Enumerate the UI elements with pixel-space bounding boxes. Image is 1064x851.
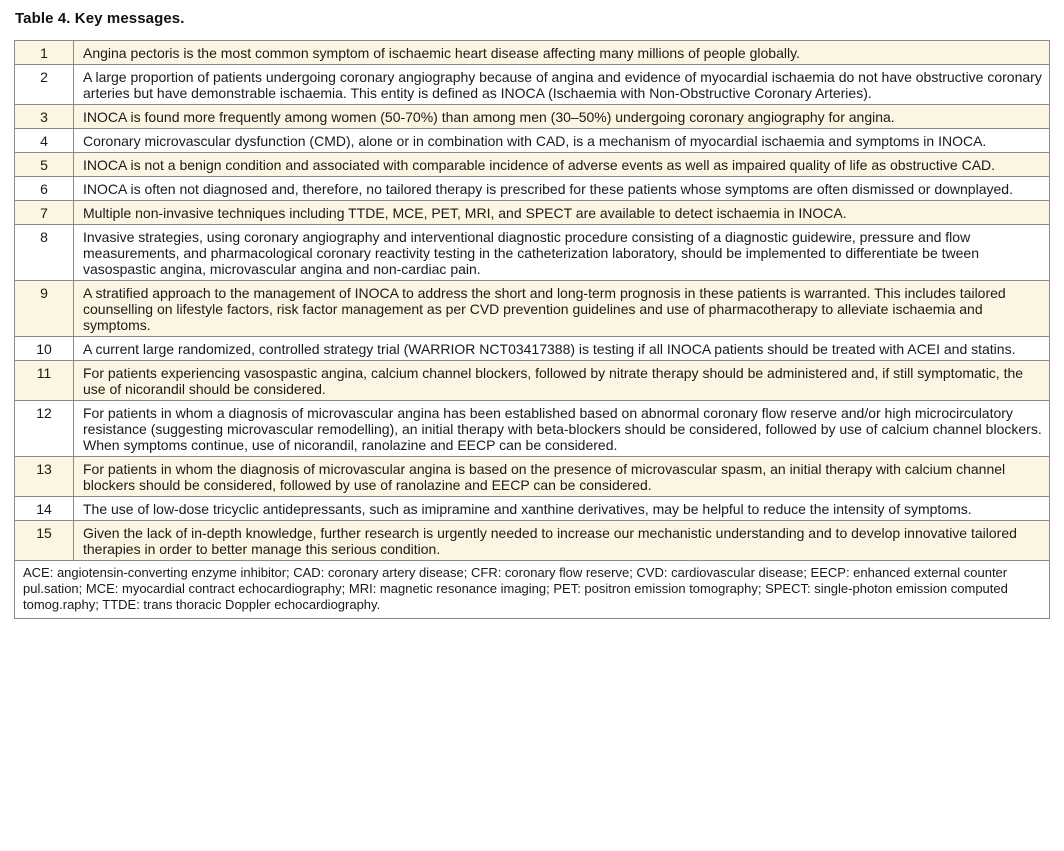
row-number: 10 (15, 337, 74, 361)
table-row (15, 153, 1050, 177)
table-row (15, 41, 1050, 65)
row-number: 3 (15, 105, 74, 129)
row-number: 14 (15, 497, 74, 521)
row-number: 6 (15, 177, 74, 201)
table-row (15, 225, 1050, 281)
row-message: INOCA is found more frequently among women (50-70%) than among men (30–50%) undergoing coronary angiography for angina. (74, 105, 1050, 129)
table-row (15, 201, 1050, 225)
row-number: 1 (15, 41, 74, 65)
table-row (15, 361, 1050, 401)
row-message: INOCA is often not diagnosed and, therefore, no tailored therapy is prescribed for these patients whose symptoms are often dismissed or downplayed. (74, 177, 1050, 201)
row-message: A large proportion of patients undergoing coronary angiography because of angina and evidence of myocardial ischaemia do not have obstructive coronary arteries but have demonstrable ischaemia. This entity is defined as INOCA (Ischaemia with Non-Obstructive Coronary Arteries). (74, 65, 1050, 105)
table-row (15, 177, 1050, 201)
table-row (15, 401, 1050, 457)
abbreviations-footnote: ACE: angiotensin-converting enzyme inhibitor; CAD: coronary artery disease; CFR: coronary flow reserve; CVD: cardiovascular disease; EECP: enhanced external counter pul.sation; MCE: myocardial contract echocardiography; MRI: magnetic resonance imaging; PET: positron emission tomography; SPECT: single-photon emission computed tomog.raphy; TTDE: trans thoracic Doppler echocardiography. (15, 561, 1050, 619)
table-row (15, 65, 1050, 105)
row-message: For patients in whom the diagnosis of microvascular angina is based on the presence of microvascular spasm, an initial therapy with calcium channel blockers should be considered, followed by use of ranolazine and EECP can be considered. (74, 457, 1050, 497)
key-messages-table (14, 40, 1050, 619)
row-number: 2 (15, 65, 74, 105)
table-row (15, 281, 1050, 337)
row-message: Coronary microvascular dysfunction (CMD), alone or in combination with CAD, is a mechanism of myocardial ischaemia and symptoms in INOCA. (74, 129, 1050, 153)
row-number: 13 (15, 457, 74, 497)
row-message: Multiple non-invasive techniques including TTDE, MCE, PET, MRI, and SPECT are available to detect ischaemia in INOCA. (74, 201, 1050, 225)
table-row (15, 497, 1050, 521)
row-message: Given the lack of in-depth knowledge, further research is urgently needed to increase our mechanistic understanding and to develop innovative tailored therapies in order to better manage this serious condition. (74, 521, 1050, 561)
row-number: 9 (15, 281, 74, 337)
row-number: 5 (15, 153, 74, 177)
row-message: Angina pectoris is the most common symptom of ischaemic heart disease affecting many millions of people globally. (74, 41, 1050, 65)
row-number: 4 (15, 129, 74, 153)
table-row (15, 457, 1050, 497)
row-number: 8 (15, 225, 74, 281)
footnote-row (15, 561, 1050, 619)
row-number: 15 (15, 521, 74, 561)
row-message: The use of low-dose tricyclic antidepressants, such as imipramine and xanthine derivatives, may be helpful to reduce the intensity of symptoms. (74, 497, 1050, 521)
row-message: A current large randomized, controlled strategy trial (WARRIOR NCT03417388) is testing if all INOCA patients should be treated with ACEI and statins. (74, 337, 1050, 361)
table-row (15, 521, 1050, 561)
row-message: For patients in whom a diagnosis of microvascular angina has been established based on abnormal coronary flow reserve and/or high microcirculatory resistance (suggesting microvascular remodelling), an initial therapy with beta-blockers should be considered, followed by use of calcium channel blockers. When symptoms continue, use of nicorandil, ranolazine and EECP can be considered. (74, 401, 1050, 457)
table-row (15, 105, 1050, 129)
table-caption: Table 4. Key messages. (15, 10, 185, 27)
row-number: 12 (15, 401, 74, 457)
row-message: For patients experiencing vasospastic angina, calcium channel blockers, followed by nitrate therapy should be administered and, if still symptomatic, the use of nicorandil should be considered. (74, 361, 1050, 401)
table-row (15, 129, 1050, 153)
table-row (15, 337, 1050, 361)
row-message: Invasive strategies, using coronary angiography and interventional diagnostic procedure consisting of a diagnostic guidewire, pressure and flow measurements, and pharmacological coronary reactivity testing in the catheterization laboratory, should be implemented to differentiate be tween vasospastic angina, microvascular angina and non-cardiac pain. (74, 225, 1050, 281)
row-message: A stratified approach to the management of INOCA to address the short and long-term prognosis in these patients is warranted. This includes tailored counselling on lifestyle factors, risk factor management as per CVD prevention guidelines and use of pharmacotherapy to alleviate ischaemia and symptoms. (74, 281, 1050, 337)
row-number: 7 (15, 201, 74, 225)
row-message: INOCA is not a benign condition and associated with comparable incidence of adverse events as well as impaired quality of life as obstructive CAD. (74, 153, 1050, 177)
row-number: 11 (15, 361, 74, 401)
